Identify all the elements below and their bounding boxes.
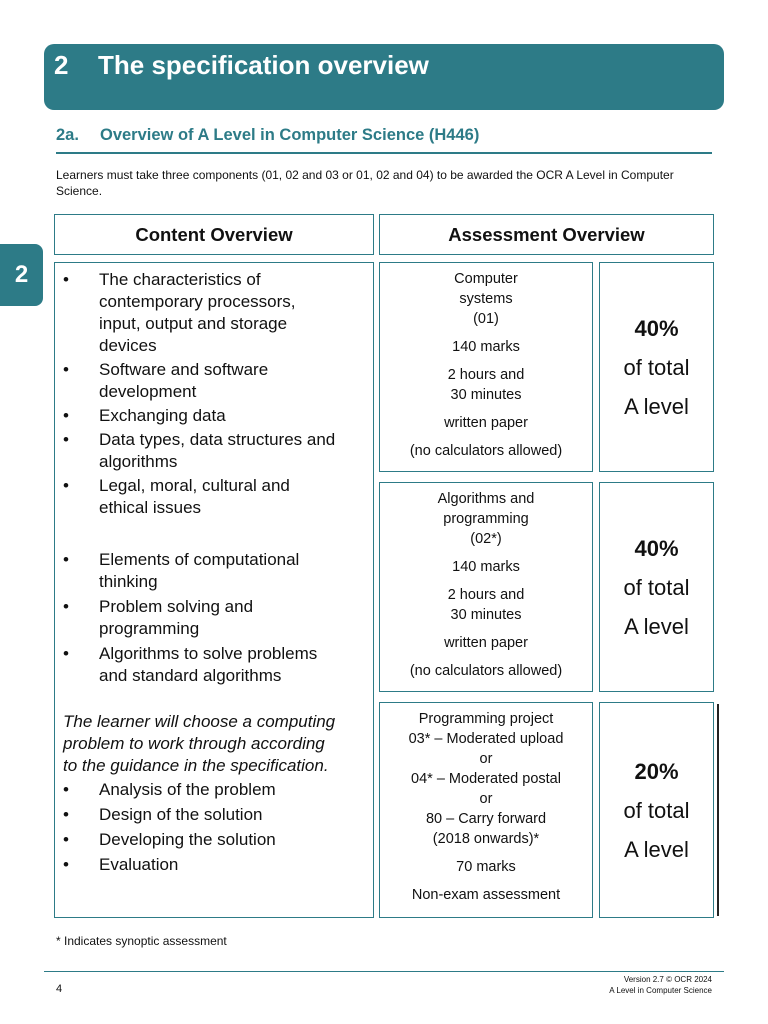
- subsection-heading: [56, 126, 712, 154]
- page-number: 4: [56, 983, 63, 995]
- content-overview-header: Content Overview: [54, 214, 374, 255]
- component-paper-type: written paper: [444, 635, 528, 651]
- section-number: 2: [54, 50, 69, 80]
- content-item: • Design of the solution: [63, 804, 368, 826]
- content-item: • Developing the solution: [63, 829, 368, 851]
- section-side-tab: 2: [0, 244, 43, 306]
- component-calculator-note: (no calculators allowed): [409, 663, 563, 679]
- content-item: • Problem solving and programming: [63, 596, 368, 640]
- section-header-banner: [44, 44, 724, 110]
- synoptic-footnote: * Indicates synoptic assessment: [56, 934, 227, 948]
- content-item: • Exchanging data: [63, 405, 368, 427]
- footer-info: [609, 974, 712, 996]
- section-title: The specification overview: [98, 50, 429, 80]
- component-02-details: Algorithms and programming (02*) 140 marks 2 hours and 30 minutes written paper (no calculators allowed): [379, 482, 593, 692]
- content-item: • Elements of computational thinking: [63, 549, 368, 593]
- weighting-percent: 20%: [634, 758, 679, 784]
- subsection-number: 2a.: [56, 126, 79, 144]
- component-02-weighting: 40% of total A level: [599, 482, 714, 692]
- content-item: • The characteristics of contemporary processors, input, output and storage devices: [63, 269, 368, 357]
- content-item: • Evaluation: [63, 854, 368, 876]
- learner-choice-note: The learner will choose a computing problem to work through according to the guidance in the specification.: [63, 712, 336, 775]
- content-list-3: [63, 779, 368, 876]
- component-01-weighting: 40% of total A level: [599, 262, 714, 472]
- component-01-details: Computer systems (01) 140 marks 2 hours and 30 minutes written paper (no calculators allowed): [379, 262, 593, 472]
- component-calculator-note: (no calculators allowed): [409, 443, 563, 459]
- weighting-percent: 40%: [634, 535, 679, 561]
- content-item: • Analysis of the problem: [63, 779, 368, 801]
- component-marks: 70 marks: [456, 859, 516, 875]
- component-assessment-type: Non-exam assessment: [411, 887, 561, 903]
- content-list-1: [63, 269, 368, 519]
- content-item: • Algorithms to solve problems and standard algorithms: [63, 643, 368, 687]
- assessment-overview-header: Assessment Overview: [379, 214, 714, 255]
- component-paper-type: written paper: [444, 415, 528, 431]
- component-03-04-weighting: 20% of total A level: [599, 702, 714, 918]
- footer-version: Version 2.7 © OCR 2024: [623, 975, 712, 984]
- component-marks: 140 marks: [452, 559, 520, 575]
- weighting-percent: 40%: [634, 315, 679, 341]
- table-edge-line: [717, 704, 719, 916]
- component-marks: 140 marks: [452, 339, 520, 355]
- footer-divider: [44, 971, 724, 972]
- content-list-2: [63, 549, 368, 687]
- content-item: • Legal, moral, cultural and ethical issues: [63, 475, 368, 519]
- footer-qualification: A Level in Computer Science: [609, 986, 712, 995]
- content-item: • Data types, data structures and algorithms: [63, 429, 368, 473]
- content-item: • Software and software development: [63, 359, 368, 403]
- subsection-title: Overview of A Level in Computer Science (H446): [100, 126, 480, 144]
- component-03-04-details: Programming project 03* – Moderated upload or 04* – Moderated postal or 80 – Carry forward (2018 onwards)* 70 marks Non-exam assessment: [379, 702, 593, 918]
- content-overview-cell: [54, 262, 374, 918]
- intro-paragraph: Learners must take three components (01, 02 and 03 or 01, 02 and 04) to be awarded the OCR A Level in Computer Science.: [56, 168, 674, 198]
